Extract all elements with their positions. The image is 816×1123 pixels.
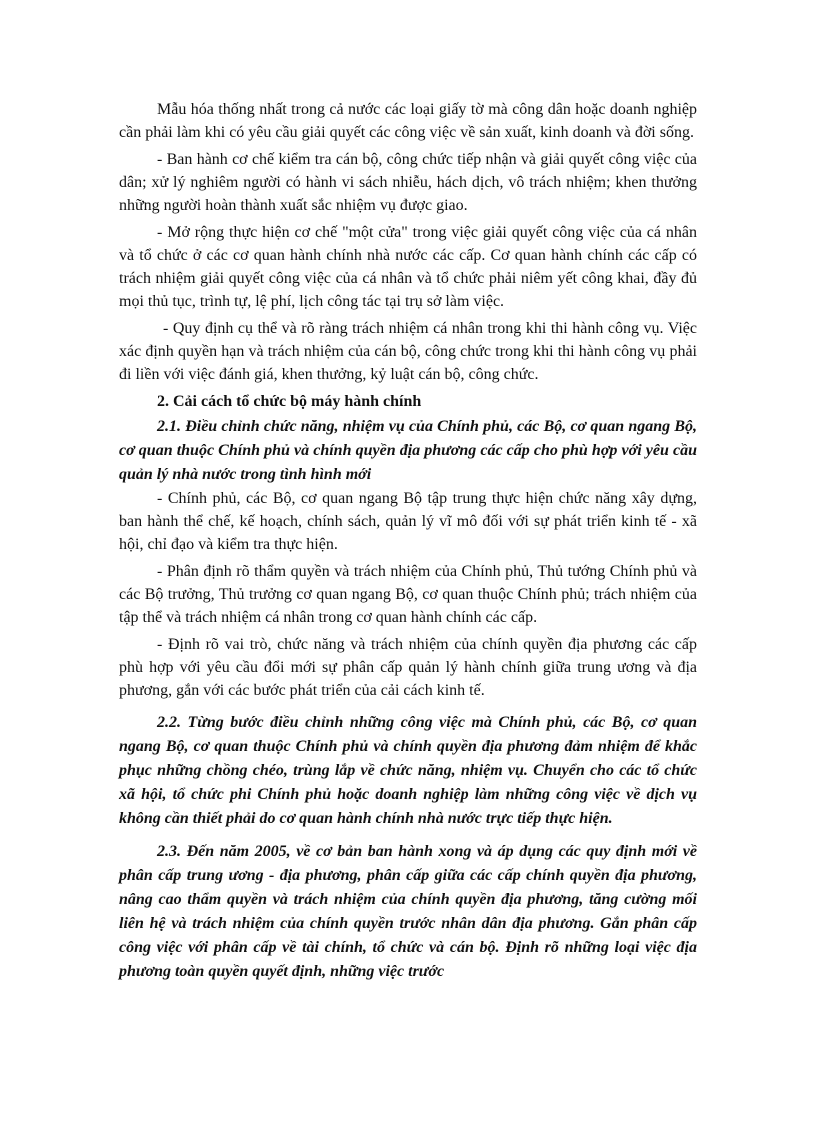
paragraph-government-functions: - Chính phủ, các Bộ, cơ quan ngang Bộ tập trung thực hiện chức năng xây dựng, ban hành thể chế, kế hoạch, chính sách, quản lý vĩ mô đối với sự phát triển kinh tế - xã hội, chỉ đạo và kiểm tra thực hiện.: [119, 490, 697, 553]
section-heading-2: 2. Cải cách tổ chức bộ máy hành chính: [157, 393, 422, 410]
paragraph-authority-division: - Phân định rõ thẩm quyền và trách nhiệm của Chính phủ, Thủ tướng Chính phủ và các Bộ trưởng, Thủ trưởng cơ quan ngang Bộ, cơ quan thuộc Chính phủ; trách nhiệm của tập thể và trách nhiệm cá nhân trong cơ quan hành chính các cấp.: [119, 563, 697, 626]
subsection-2-2: 2.2. Từng bước điều chỉnh những công việc mà Chính phủ, các Bộ, cơ quan ngang Bộ, cơ quan thuộc Chính phủ và chính quyền địa phương đảm nhiệm để khắc phục những chồng chéo, trùng lắp về chức năng, nhiệm vụ. Chuyển cho các tổ chức xã hội, tổ chức phi Chính phủ hoặc doanh nghiệp làm những công việc về dịch vụ không cần thiết phải do cơ quan hành chính nhà nước trực tiếp thực hiện.: [119, 714, 697, 827]
subsection-2-3: 2.3. Đến năm 2005, về cơ bản ban hành xong và áp dụng các quy định mới về phân cấp trung ương - địa phương, phân cấp giữa các cấp chính quyền địa phương, nâng cao thẩm quyền và trách nhiệm của chính quyền địa phương, tăng cường mối liên hệ và trách nhiệm của chính quyền trước nhân dân địa phương. Gắn phân cấp công việc với phân cấp về tài chính, tổ chức và cán bộ. Định rõ những loại việc địa phương toàn quyền quyết định, những việc trước: [119, 843, 697, 980]
paragraph-inspection-mechanism: - Ban hành cơ chế kiểm tra cán bộ, công chức tiếp nhận và giải quyết công việc của dân; xử lý nghiêm người có hành vi sách nhiễu, hách dịch, vô trách nhiệm; khen thưởng những người hoàn thành xuất sắc nhiệm vụ được giao.: [119, 151, 697, 214]
document-page: [119, 98, 697, 984]
subsection-heading-2-1: 2.1. Điều chỉnh chức năng, nhiệm vụ của Chính phủ, các Bộ, cơ quan ngang Bộ, cơ quan thuộc Chính phủ và chính quyền địa phương các cấp cho phù hợp với yêu cầu quản lý nhà nước trong tình hình mới: [119, 418, 697, 483]
paragraph-personal-responsibility: - Quy định cụ thể và rõ ràng trách nhiệm cá nhân trong khi thi hành công vụ. Việc xác định quyền hạn và trách nhiệm của cán bộ, công chức trong khi thi hành công vụ phải đi liền với việc đánh giá, khen thưởng, kỷ luật cán bộ, công chức.: [119, 320, 697, 383]
paragraph-standardize-documents: Mẫu hóa thống nhất trong cả nước các loại giấy tờ mà công dân hoặc doanh nghiệp cần phải làm khi có yêu cầu giải quyết các công việc về sản xuất, kinh doanh và đời sống.: [119, 101, 697, 141]
paragraph-local-government-role: - Định rõ vai trò, chức năng và trách nhiệm của chính quyền địa phương các cấp phù hợp với yêu cầu đổi mới sự phân cấp quản lý hành chính giữa trung ương và địa phương, gắn với các bước phát triển của cải cách kinh tế.: [119, 636, 697, 699]
paragraph-one-door-mechanism: - Mở rộng thực hiện cơ chế "một cửa" trong việc giải quyết công việc của cá nhân và tổ chức ở các cơ quan hành chính nhà nước các cấp. Cơ quan hành chính các cấp có trách nhiệm giải quyết công việc của cá nhân và tổ chức phải niêm yết công khai, đầy đủ mọi thủ tục, trình tự, lệ phí, lịch công tác tại trụ sở làm việc.: [119, 224, 697, 310]
